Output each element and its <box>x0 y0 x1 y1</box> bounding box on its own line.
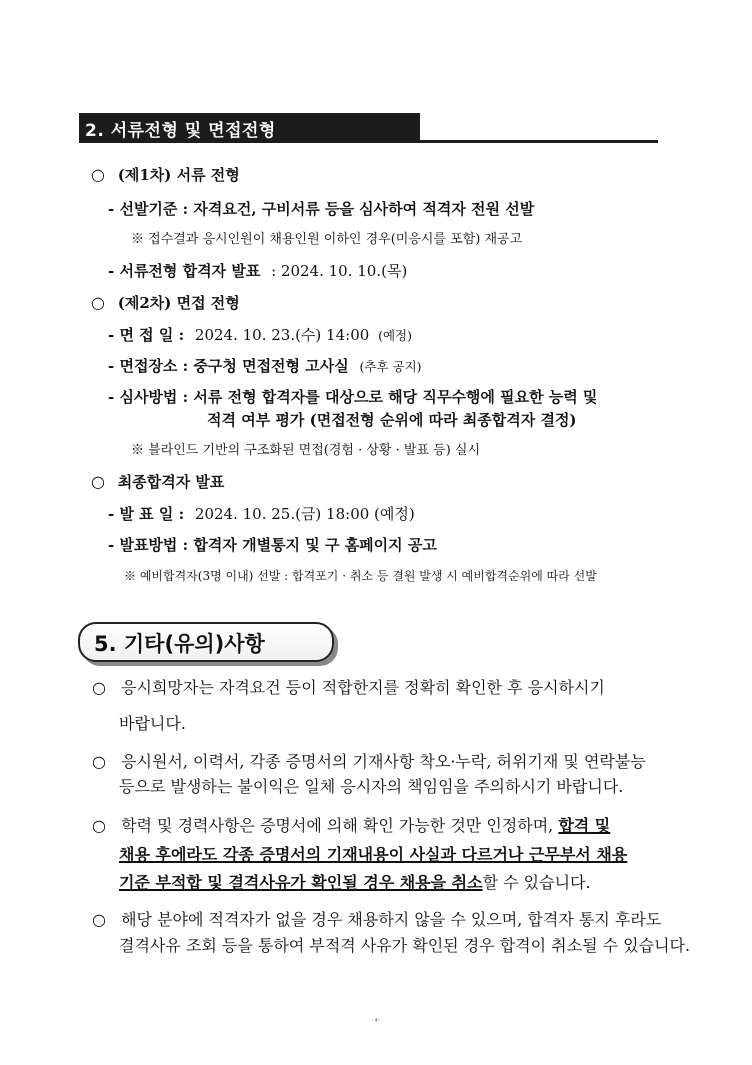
stage1-announce-row <box>108 261 407 281</box>
circle-bullet-icon: ○ <box>91 472 105 491</box>
section-2-title: 2. 서류전형 및 면접전형 <box>85 121 276 141</box>
section-2-header <box>79 113 658 144</box>
stage2-heading: (제2차) 면접 전형 <box>117 294 240 312</box>
notice-item-1-line1 <box>92 678 605 698</box>
notice-item-2-text: 응시원서, 이력서, 각종 증명서의 기재사항 착오·누락, 허위기재 및 연락불능 <box>121 752 646 771</box>
final-date-row <box>108 504 415 524</box>
notice-item-3-text: 학력 및 경력사항은 증명서에 의해 확인 가능한 것만 인정하며, <box>121 816 559 835</box>
stage1-criteria: - 선발기준 : 자격요건, 구비서류 등을 심사하여 적격자 전원 선발 <box>108 200 535 218</box>
stage1-heading-row <box>91 165 240 185</box>
stage2-heading-row <box>91 293 240 313</box>
stage2-date-value: 2024. 10. 23.(수) 14:00 <box>194 326 370 344</box>
stage2-method-note: ※ 블라인드 기반의 구조화된 면접(경험 · 상황 · 발표 등) 실시 <box>131 443 481 458</box>
final-method: - 발표방법 : 합격자 개별통지 및 구 홈페이지 공고 <box>108 536 437 554</box>
stage1-announce-value: : 2024. 10. 10.(목) <box>271 262 408 280</box>
notice-item-4-line1 <box>92 910 661 930</box>
section-5-header <box>78 622 334 662</box>
notice-item-3-line2: 채용 후에라도 각종 증명서의 기재내용이 사실과 다르거나 근무부서 채용 <box>119 845 628 864</box>
final-date-label: - 발 표 일 : <box>108 505 185 523</box>
circle-bullet-icon: ○ <box>92 910 106 929</box>
notice-item-3-line1 <box>92 816 610 836</box>
stage2-date-note: (예정) <box>378 328 412 343</box>
notice-item-3-emphasis-end: 기준 부적합 및 결격사유가 확인될 경우 채용을 취소 <box>119 873 483 892</box>
stage1-criteria-note: ※ 접수결과 응시인원이 채용인원 이하인 경우(미응시를 포함) 재공고 <box>131 232 523 247</box>
circle-bullet-icon: ○ <box>91 165 105 184</box>
notice-item-2-line1 <box>92 752 646 772</box>
stage2-date-row <box>108 325 412 346</box>
notice-item-1-line2: 바랍니다. <box>119 714 186 733</box>
notice-item-4-text: 해당 분야에 적격자가 없을 경우 채용하지 않을 수 있으며, 합격자 통지 후라도 <box>121 910 662 929</box>
stage1-announce-label: - 서류전형 합격자 발표 <box>108 262 261 280</box>
notice-item-3-tail: 할 수 있습니다. <box>482 873 591 892</box>
stage2-place-row <box>108 356 422 377</box>
final-date-value: 2024. 10. 25.(금) 18:00 (예정) <box>194 505 415 523</box>
page-number: - 4 - <box>372 1017 380 1022</box>
final-method-note: ※ 예비합격자(3명 이내) 선발 : 합격포기 · 취소 등 결원 발생 시 예비합격순위에 따라 선발 <box>124 569 597 583</box>
stage2-place-label: - 면접장소 : 중구청 면접전형 고사실 <box>108 357 349 375</box>
notice-item-3-line3 <box>119 873 591 893</box>
notice-item-1-text: 응시희망자는 자격요건 등이 적합한지를 정확히 확인한 후 응시하시기 <box>121 678 605 697</box>
circle-bullet-icon: ○ <box>91 293 105 312</box>
stage2-date-label: - 면 접 일 : <box>108 326 185 344</box>
final-heading-row <box>91 472 224 492</box>
final-heading: 최종합격자 발표 <box>117 473 225 491</box>
notice-item-4-line2: 결격사유 조회 등을 통하여 부적격 사유가 확인된 경우 합격이 취소될 수 있습니다. <box>119 936 691 955</box>
stage2-method-line2: 적격 여부 평가 (면접전형 순위에 따라 최종합격자 결정) <box>207 411 577 429</box>
stage1-heading: (제1차) 서류 전형 <box>117 166 240 184</box>
circle-bullet-icon: ○ <box>92 816 106 835</box>
circle-bullet-icon: ○ <box>92 752 106 771</box>
stage2-method-line1: - 심사방법 : 서류 전형 합격자를 대상으로 해당 직무수행에 필요한 능력 및 <box>108 388 598 406</box>
stage2-place-note: (추후 공지) <box>359 359 422 374</box>
notice-item-3-emphasis: 합격 및 <box>558 816 611 835</box>
section-5-title: 5. 기타(유의)사항 <box>94 632 265 656</box>
notice-item-2-line2: 등으로 발생하는 불이익은 일체 응시자의 책임임을 주의하시기 바랍니다. <box>119 777 624 796</box>
circle-bullet-icon: ○ <box>92 678 106 697</box>
